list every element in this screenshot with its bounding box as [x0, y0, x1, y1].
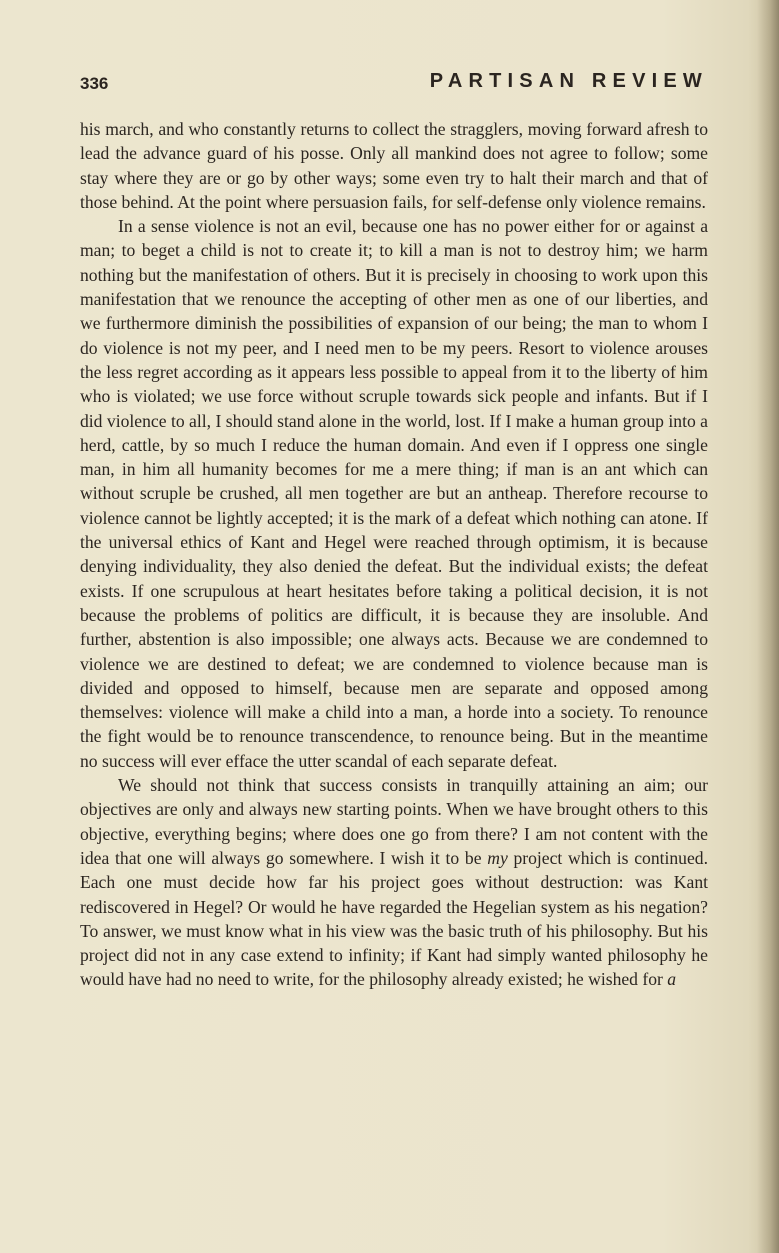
paragraph — [80, 773, 708, 992]
running-head: PARTISAN REVIEW — [429, 70, 708, 92]
emphasized-word: a — [667, 969, 677, 990]
paragraph-text: In a sense violence is not an evil, because one has no power either for or against a man; to beget a child is not to create it; to kill a man is not to destroy him; we harm nothing but the manifestation of others. But it is precisely in choosing to work upon this manifestation that we renounce the accepting of other men as one of our liberties, and we furthermore diminish the possibilities of expansion of our being; the man to whom I do violence is not my peer, and I need men to be my peers. Resort to violence arouses the less regret according as it appears less possible to appeal from it to the liberty of him who is violated; we use force without scruple towards sick people and infants. But if I did violence to all, I should stand alone in the world, lost. If I make a human group into a herd, cattle, by so much I reduce the human domain. And even if I oppress one single man, in him all humanity becomes for me a mere thing; if man is an ant which can without scruple be crushed, all men together are but an antheap. Therefore recourse to violence cannot be lightly accepted; it is the mark of a defeat which nothing can atone. If the universal ethics of Kant and Hegel were reached through optimism, it is because denying individuality, they also denied the defeat. But the individual exists; the defeat exists. If one scrupulous at heart hesitates before taking a political decision, it is not because the problems of politics are difficult, it is because they are insoluble. And further, abstention is also impossible; one always acts. Because we are condemned to violence we are destined to defeat; we are condemned to violence because man is divided and opposed to himself, because men are separate and opposed among themselves: violence will make a child into a man, a horde into a society. To renounce the fight would be to renounce transcendence, to renounce being. But in the meantime no success will ever efface the utter scandal of each separate defeat. — [80, 216, 708, 771]
paragraph — [80, 117, 708, 214]
paragraph — [80, 214, 708, 773]
emphasized-word: my — [487, 847, 508, 868]
paragraph-text: his march, and who constantly returns to collect the stragglers, moving forward afresh to lead the advance guard of his posse. Only all mankind does not agree to follow; some stay where they are or go by other ways; some even try to halt their march and that of those behind. At the point where persuasion fails, for self-defense only violence remains. — [80, 119, 708, 212]
page-number: 336 — [80, 74, 109, 93]
page-header — [80, 70, 708, 100]
body-text — [80, 117, 708, 992]
paragraph-text: We should not think that success consists in tranquilly attaining an aim; our objectives are only and always new starting points. When we have brought others to this objective, everything begins; where does one go from there? I am not content with the idea that one will always go somewhere. I wish it to be — [80, 775, 708, 868]
page-spine-shadow — [757, 0, 779, 1253]
paragraph-text: project which is continued. Each one must decide how far his project goes without destruction: was Kant rediscovered in Hegel? Or would he have regarded the Hegelian system as his negation? To answer, we must know what in his view was the basic truth of his philosophy. But his project did not in any case extend to infinity; if Kant had simply wanted philosophy he would have had no need to write, for the philosophy already existed; he wished for — [80, 847, 708, 990]
